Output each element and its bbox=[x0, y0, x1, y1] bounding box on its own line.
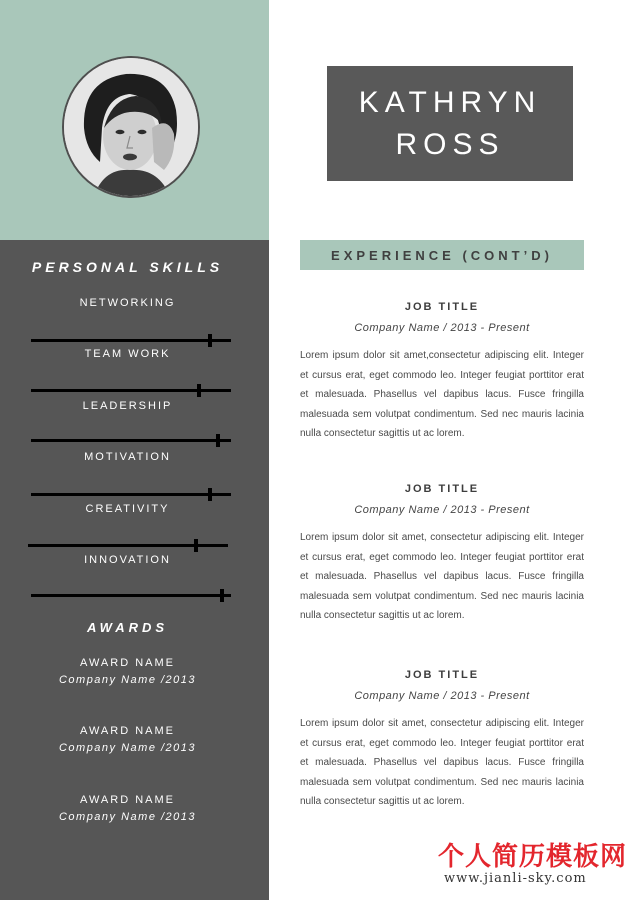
watermark-logo-text: 个人简历模板网 bbox=[438, 842, 628, 872]
job-company-1: Company Name / 2013 - Present bbox=[354, 322, 530, 334]
skill-bar-motivation bbox=[31, 493, 231, 496]
skill-label-leadership: LEADERSHIP bbox=[82, 400, 173, 412]
job-description-2: Lorem ipsum dolor sit amet, consectetur adipiscing elit. Integer et cursus erat, eget commodo leo. Integer feugiat porttitor erat et malesuada. Phasellus vel dapibus lacus. Fusce fringilla malesuada sem volutpat condimentum. Sed nec mauris lacinia nulla consectetur sagittis ut ac lorem. bbox=[300, 532, 584, 622]
job-company-2: Company Name / 2013 - Present bbox=[354, 504, 530, 516]
profile-photo bbox=[62, 56, 200, 198]
skill-bar-creativity bbox=[28, 544, 228, 547]
skill-marker-networking bbox=[208, 334, 212, 347]
job-title-2: JOB TITLE bbox=[404, 483, 480, 495]
skill-bar-team-work bbox=[31, 389, 231, 392]
skill-bar-networking bbox=[31, 339, 231, 342]
skill-marker-leadership bbox=[216, 434, 220, 447]
last-name: ROSS bbox=[395, 127, 505, 161]
awards-title: AWARDS bbox=[86, 620, 169, 635]
job-company-3: Company Name / 2013 - Present bbox=[354, 690, 530, 702]
skill-marker-creativity bbox=[194, 539, 198, 552]
name-block bbox=[327, 66, 573, 181]
award-company-3: Company Name /2013 bbox=[58, 811, 197, 823]
award-name-3: AWARD NAME bbox=[80, 794, 175, 806]
skills-title: PERSONAL SKILLS bbox=[31, 259, 224, 275]
skill-bar-leadership bbox=[31, 439, 231, 442]
skill-label-networking: NETWORKING bbox=[79, 297, 176, 309]
skill-marker-team-work bbox=[197, 384, 201, 397]
job-description-3: Lorem ipsum dolor sit amet, consectetur adipiscing elit. Integer et cursus erat, eget commodo leo. Integer feugiat porttitor erat et malesuada. Phasellus vel dapibus lacus. Fusce fringilla malesuada sem volutpat condimentum. Sed nec mauris lacinia nulla consectetur sagittis ut ac lorem. bbox=[300, 718, 584, 808]
job-title-1: JOB TITLE bbox=[404, 301, 480, 313]
watermark-url: www.jianli-sky.com bbox=[444, 871, 587, 886]
skill-label-motivation: MOTIVATION bbox=[84, 451, 171, 463]
award-company-2: Company Name /2013 bbox=[58, 742, 197, 754]
skill-marker-innovation bbox=[220, 589, 224, 602]
job-title-3: JOB TITLE bbox=[404, 669, 480, 681]
skill-label-team-work: TEAM WORK bbox=[84, 348, 171, 360]
skill-bar-innovation bbox=[31, 594, 231, 597]
experience-header: EXPERIENCE (CONT’D) bbox=[300, 240, 584, 270]
award-name-2: AWARD NAME bbox=[80, 725, 175, 737]
first-name: KATHRYN bbox=[358, 85, 542, 119]
skill-marker-motivation bbox=[208, 488, 212, 501]
skill-label-creativity: CREATIVITY bbox=[85, 503, 170, 515]
award-company-1: Company Name /2013 bbox=[58, 674, 197, 686]
job-description-1: Lorem ipsum dolor sit amet,consectetur adipiscing elit. Integer et cursus erat, eget commodo leo. Integer feugiat porttitor erat et malesuada. Phasellus vel dapibus lacus. Fusce fringilla malesuada sem volutpat condimentum. Sed nec mauris lacinia nulla consectetur sagittis ut ac lorem. bbox=[300, 350, 584, 440]
award-name-1: AWARD NAME bbox=[80, 657, 175, 669]
portrait-image bbox=[64, 58, 198, 196]
skill-label-innovation: INNOVATION bbox=[84, 554, 171, 566]
